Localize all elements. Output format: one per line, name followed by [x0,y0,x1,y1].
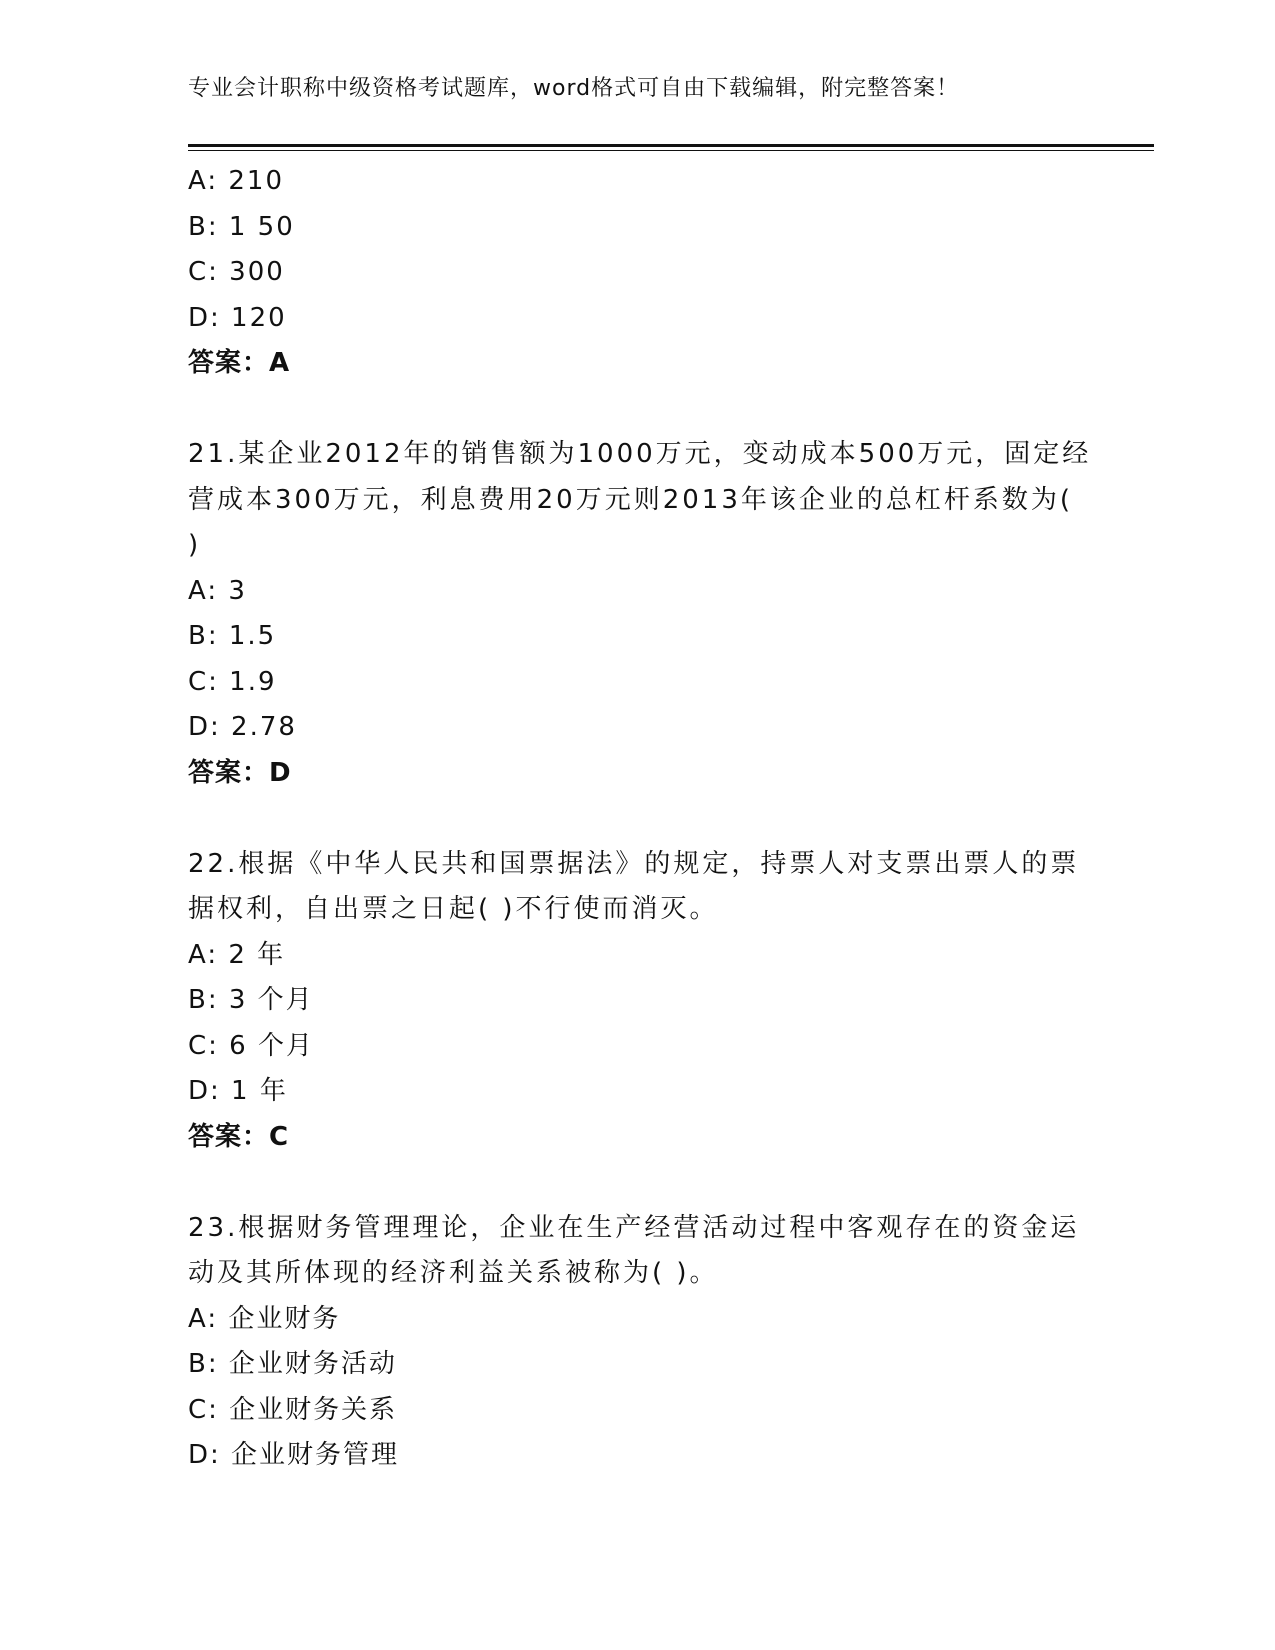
question-text-line: 动及其所体现的经济利益关系被称为( )。 [188,1258,719,1288]
spacer [188,1160,1088,1206]
option-b: B: 1.5 [188,621,277,651]
previous-question-options [188,159,1088,387]
question-text-line: 23.根据财务管理理论，企业在生产经营活动过程中客观存在的资金运 [188,1212,1080,1243]
option-d: D: 2.78 [188,712,297,742]
option-b: B: 3 个月 [188,985,314,1015]
question-text-line: 21.某企业2012年的销售额为1000万元，变动成本500万元，固定经 [188,439,1092,469]
option-d: D: 1 年 [188,1076,288,1106]
option-c: C: 1.9 [188,666,277,697]
question-23 [188,1206,1088,1297]
spacer [188,796,1088,842]
answer-line: 答案：C [188,1121,290,1152]
header-rule-thick [188,144,1154,147]
header-rule-thin [188,150,1154,151]
question-21 [188,432,1092,569]
question-text-line: 营成本300万元，利息费用20万元则2013年该企业的总杠杆系数为( [188,484,1074,515]
answer-line: 答案：D [188,757,292,788]
option-b: B: 1 50 [188,211,295,242]
question-22 [188,842,1088,933]
option-a: A: 210 [188,166,284,196]
document-body [188,159,1092,1479]
question-text-line: 据权利，自出票之日起( )不行使而消灭。 [188,894,719,924]
option-a: A: 3 [188,575,247,606]
question-text-line: 22.根据《中华人民共和国票据法》的规定，持票人对支票出票人的票 [188,848,1080,879]
spacer [188,387,1088,433]
option-c: C: 企业财务关系 [188,1394,398,1425]
option-c: C: 6 个月 [188,1030,314,1061]
question-text-line: ) [188,530,202,560]
answer-line: 答案：A [188,348,291,378]
option-d: D: 120 [188,302,287,333]
option-d: D: 企业财务管理 [188,1440,400,1470]
option-a: A: 2 年 [188,939,286,970]
option-b: B: 企业财务活动 [188,1349,397,1379]
option-c: C: 300 [188,257,285,287]
option-a: A: 企业财务 [188,1303,341,1334]
page-header: 专业会计职称中级资格考试题库，word格式可自由下载编辑，附完整答案！ [188,76,960,101]
